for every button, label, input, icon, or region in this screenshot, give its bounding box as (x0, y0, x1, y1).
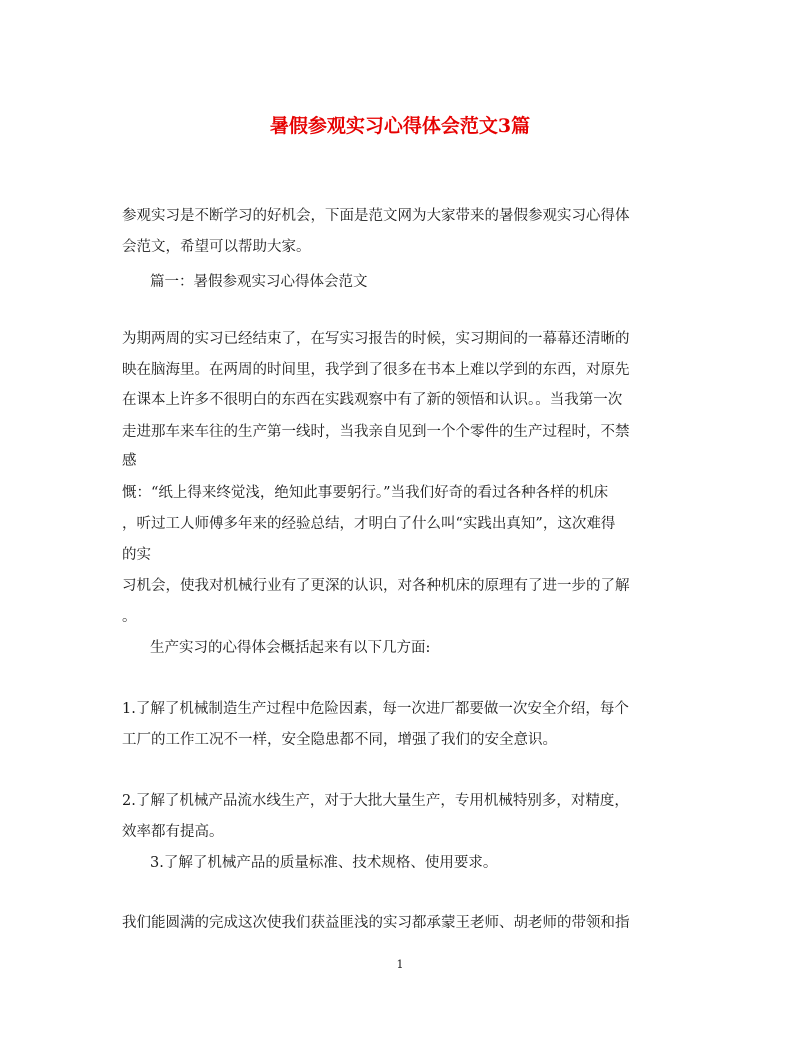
page-number: 1 (396, 958, 404, 971)
paragraph-line: 为期两周的实习已经结束了，在写实习报告的时候，实习期间的一幕幕还清晰的 (122, 331, 630, 347)
list-item: 3.了解了机械产品的质量标准、技术规格、使用要求。 (150, 855, 498, 871)
paragraph-line: 习机会，使我对机械行业有了更深的认识，对各种机床的原理有了进一步的了解 (122, 578, 630, 594)
list-item: 工厂的工作工况不一样，安全隐患都不同，增强了我们的安全意识。 (122, 732, 557, 748)
list-item: 效率都有提高。 (122, 824, 224, 840)
paragraph-line: 参观实习是不断学习的好机会，下面是范文网为大家带来的暑假参观实习心得体 (122, 208, 630, 224)
list-item: 2.了解了机械产品流水线生产，对于大批大量生产，专用机械特别多，对精度， (122, 793, 629, 809)
paragraph-line: 在课本上许多不很明白的东西在实践观察中有了新的领悟和认识。。当我第一次 (122, 392, 623, 408)
paragraph-line: 慨：“纸上得来终觉浅，绝知此事要躬行。”当我们好奇的看过各种各样的机床 (122, 485, 609, 501)
paragraph-line: 生产实习的心得体会概括起来有以下几方面: (150, 640, 431, 656)
paragraph-line: 映在脑海里。在两周的时间里，我学到了很多在书本上难以学到的东西，对原先 (122, 362, 630, 378)
paragraph-line: 走进那车来车往的生产第一线时，当我亲自见到一个个零件的生产过程时，不禁 (122, 424, 630, 440)
list-item: 1.了解了机械制造生产过程中危险因素，每一次进厂都要做一次安全介绍，每个 (122, 701, 629, 717)
paragraph-line: ，听过工人师傅多年来的经验总结，才明白了什么叫“实践出真知”，这次难得 (122, 516, 616, 532)
paragraph-line: 的实 (122, 547, 151, 563)
paragraph-line: 感 (122, 453, 137, 469)
paragraph-line: 。 (122, 609, 137, 625)
paragraph-line: 会范文，希望可以帮助大家。 (122, 239, 311, 255)
document-title: 暑假参观实习心得体会范文3篇 (269, 115, 531, 137)
paragraph-line: 我们能圆满的完成这次使我们获益匪浅的实习都承蒙王老师、胡老师的带领和指 (122, 915, 630, 931)
section-heading: 篇一：暑假参观实习心得体会范文 (150, 274, 368, 290)
